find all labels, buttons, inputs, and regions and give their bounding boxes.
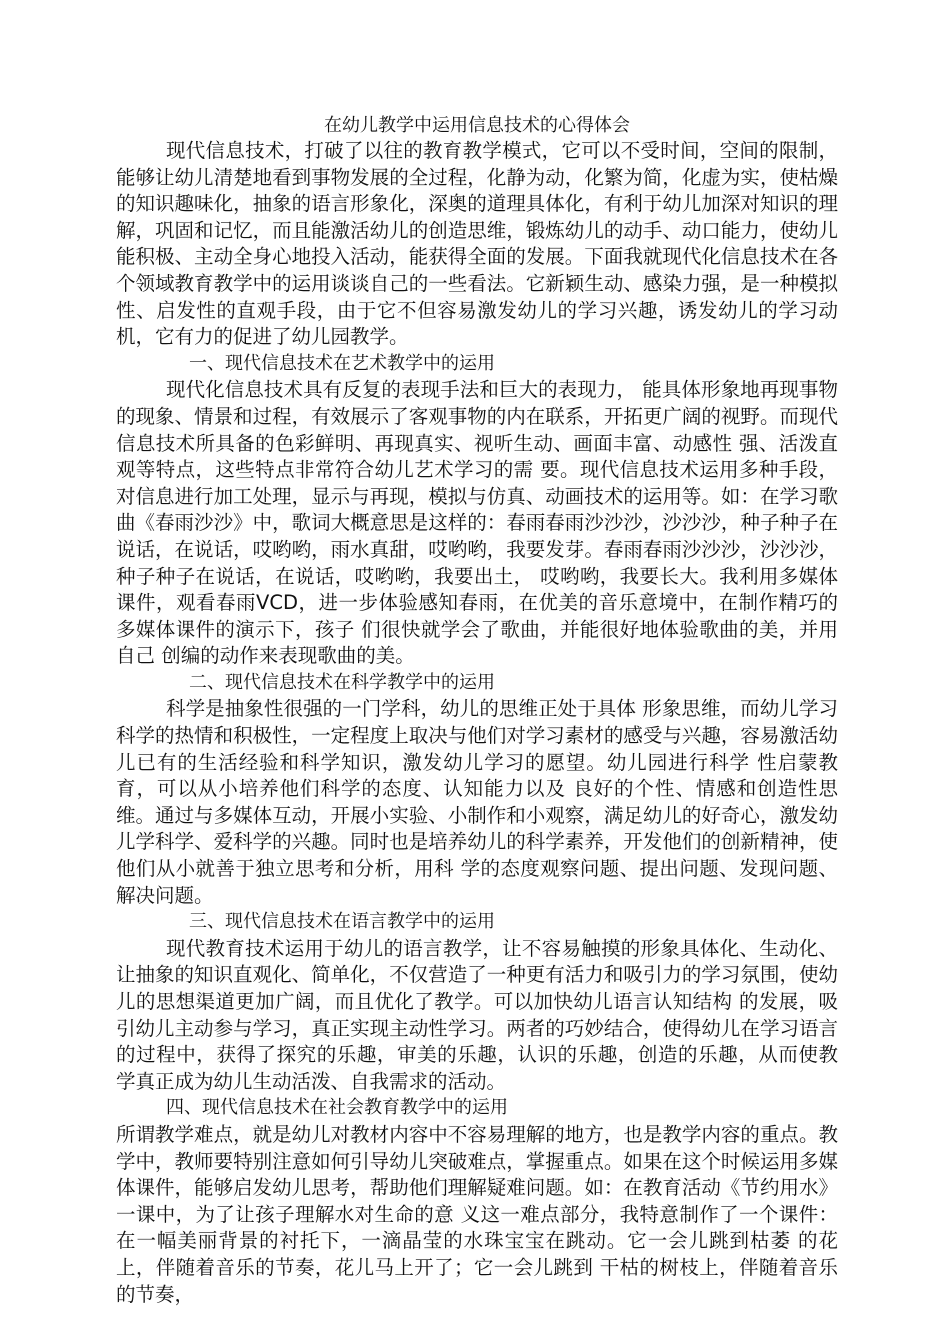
section-body-science: 科学是抽象性很强的一门学科，幼儿的思维正处于具体 形象思维，而幼儿学习科学的热情和积极性，一定程度上取决与他们对学习素材的感受与兴趣，容易激活幼儿已有的生活经验和科学知识，激发幼儿学习的愿望。幼儿园进行科学 性启蒙教育，可以从小培养他们科学的态度、认知能力以及 良好的个性、情感和创造性思维。通过与多媒体互动，开展小实验、小制作和小观察，满足幼儿的好奇心，激发幼儿学科学、爱科学的兴趣。同时也是培养幼儿的科学素养，开发他们的创新精神，使他们从小就善于独立思考和分析，用科 学的态度观察问题、提出问题、发现问题、解决问题。: [116, 697, 838, 907]
section-body-language: 现代教育技术运用于幼儿的语言教学，让不容易触摸的形象具体化、生动化、让抽象的知识直观化、简单化，不仅营造了一种更有活力和吸引力的学习氛围，使幼儿的思想渠道更加广阔，而且优化了教学。可以加快幼儿语言认知结构 的发展，吸引幼儿主动参与学习，真正实现主动性学习。两者的巧妙结合，使得幼儿在学习语言的过程中，获得了探究的乐趣，审美的乐趣，认识的乐趣，创造的乐趣，从而使教 学真正成为幼儿生动活泼、自我需求的活动。: [116, 936, 838, 1093]
section-heading-language: 三、现代信息技术在语言教学中的运用: [189, 911, 495, 933]
document-page: [116, 114, 838, 1308]
intro-paragraph: 现代信息技术，打破了以往的教育教学模式，它可以不受时间，空间的限制，能够让幼儿清楚地看到事物发展的全过程，化静为动，化繁为简，化虚为实，使枯燥的知识趣味化，抽象的语言形象化，深奥的道理具体化，有利于幼儿加深对知识的理解，巩固和记忆，而且能激活幼儿的创造思维，锻炼幼儿的动手、动口能力，使幼儿能积极、主动全身心地投入活动，能获得全面的发展。下面我就现代化信息技术在各个领域教育教学中的运用谈谈自己的一些看法。它新颖生动、感染力强，是一种模拟性、启发性的直观手段，由于它不但容易激发幼儿的学习兴趣，诱发幼儿的学习动机，它有力的促进了幼儿园教学。: [116, 139, 838, 349]
section-heading-science: 二、现代信息技术在科学教学中的运用: [189, 671, 495, 693]
section-body-society: 所谓教学难点，就是幼儿对教材内容中不容易理解的地方，也是教学内容的重点。教学中，教师要特别注意如何引导幼儿突破难点，掌握重点。如果在这个时候运用多媒体课件，能够启发幼儿思考，帮助他们理解疑难问题。如：在教育活动《节约用水》一课中，为了让孩子理解水对生命的意 义这一难点部分，我特意制作了一个课件：在一幅美丽背景的衬托下，一滴晶莹的水珠宝宝在跳动。它一会儿跳到枯萎 的花上，伴随着音乐的节奏，花儿马上开了；它一会儿跳到 干枯的树枝上，伴随着音乐的节奏，: [116, 1122, 838, 1306]
section-heading-art: 一、现代信息技术在艺术教学中的运用: [189, 352, 495, 374]
section-body-art: 现代化信息技术具有反复的表现手法和巨大的表现力， 能具体形象地再现事物的现象、情景和过程，有效展示了客观事物的内在联系，开拓更广阔的视野。而现代信息技术所具备的色彩鲜明、再现真实、视听生动、画面丰富、动感性 强、活泼直观等特点，这些特点非常符合幼儿艺术学习的需 要。现代信息技术运用多种手段，对信息进行加工处理，显示与再现，模拟与仿真、动画技术的运用等。如：在学习歌曲《春雨沙沙》中，歌词大概意思是这样的：春雨春雨沙沙沙，沙沙沙，种子种子在说话，在说话，哎哟哟，雨水真甜，哎哟哟，我要发芽。春雨春雨沙沙沙，沙沙沙，种子种子在说话，在说话，哎哟哟，我要出土， 哎哟哟，我要长大。我利用多媒体课件，观看春雨VCD，进一步体验感知春雨，在优美的音乐意境中，在制作精巧的多媒体课件的演示下，孩子 们很快就学会了歌曲，并能很好地体验歌曲的美，并用自己 创编的动作来表现歌曲的美。: [116, 378, 838, 668]
section-heading-society: 四、现代信息技术在社会教育教学中的运用: [166, 1097, 508, 1119]
document-title: 在幼儿教学中运用信息技术的心得体会: [324, 115, 630, 136]
